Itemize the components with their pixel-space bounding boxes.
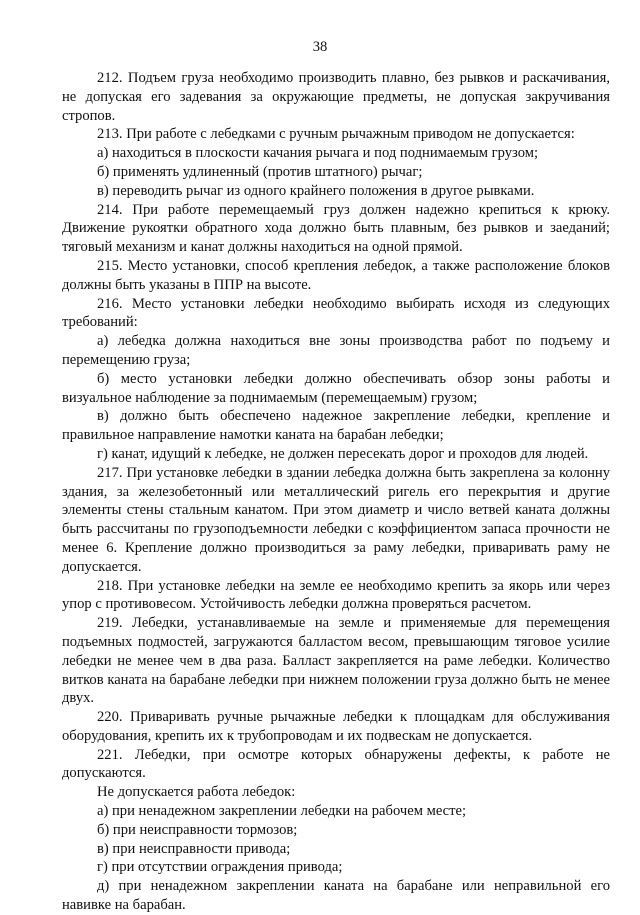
list-item-221-b: б) при неисправности тормозов;	[97, 821, 298, 838]
paragraph-219: 219. Лебедки, устанавливаемые на земле и применяемые для перемещения подъемных подмостей, загружаются балластом весом, превышающим тяговое усилие лебедки не менее чем в два раза. Балласт закрепляется на раме лебедки. Количество витков каната на барабане лебедки при нижнем положении груза должно быть не менее двух.	[62, 615, 610, 707]
list-item-221-c: в) при неисправности привода;	[97, 840, 291, 857]
list-item-221-a: а) при ненадежном закреплении лебедки на рабочем месте;	[97, 803, 467, 820]
paragraph-218: 218. При установке лебедки на земле ее необходимо крепить за якорь или через упор с противовесом. Устойчивость лебедки должна проверяться расчетом.	[62, 577, 610, 613]
list-item-216-b: б) место установки лебедки должно обеспечивать обзор зоны работы и визуальное наблюдение за поднимаемым (перемещаемым) грузом;	[62, 370, 610, 406]
list-item-216-a: а) лебедка должна находиться вне зоны производства работ по подъему и перемещению груза;	[62, 333, 610, 368]
paragraph-216: 216. Место установки лебедки необходимо выбирать исходя из следующих требований:	[62, 295, 610, 331]
paragraph-220: 220. Приваривать ручные рычажные лебедки к площадкам для обслуживания оборудования, крепить их к трубопроводам и их подвескам не допускается.	[62, 709, 610, 744]
paragraph-221-intro: Не допускается работа лебедок:	[97, 784, 296, 801]
document-body	[62, 69, 610, 915]
list-item-221-d: г) при отсутствии ограждения привода;	[97, 859, 343, 876]
paragraph-221: 221. Лебедки, при осмотре которых обнаружены дефекты, к работе не допускаются.	[62, 746, 610, 782]
paragraph-212: 212. Подъем груза необходимо производить плавно, без рывков и раскачивания, не допуская его задевания за окружающие предметы, не допуская закручивания стропов.	[62, 70, 610, 124]
list-item-213-a: а) находиться в плоскости качания рычага и под поднимаемым грузом;	[97, 145, 539, 162]
list-item-213-b: б) применять удлиненный (против штатного) рычаг;	[97, 163, 423, 180]
paragraph-214: 214. При работе перемещаемый груз должен надежно крепиться к крюку. Движение рукоятки обратного хода должно быть плавным, без рывков и заеданий; тяговый механизм и канат должны находиться на одной прямой.	[62, 201, 610, 256]
list-item-216-d: г) канат, идущий к лебедке, не должен пересекать дорог и проходов для людей.	[97, 445, 589, 462]
paragraph-215: 215. Место установки, способ крепления лебедок, а также расположение блоков должны быть указаны в ППР на высоте.	[62, 257, 610, 293]
paragraph-213: 213. При работе с лебедками с ручным рычажным приводом не допускается:	[97, 126, 575, 143]
list-item-213-c: в) переводить рычаг из одного крайнего положения в другое рывками.	[97, 182, 535, 199]
list-item-221-e: д) при ненадежном закреплении каната на барабане или неправильной его навивке на барабан.	[62, 878, 610, 914]
paragraph-217: 217. При установке лебедки в здании лебедка должна быть закреплена за колонну здания, за железобетонный или металлический ригель его перекрытия и другие элементы стены стальным канатом. При этом диаметр и число ветвей каната должны быть рассчитаны по грузоподъемности лебедки с коэффициентом запаса прочности не менее 6. Крепление должно производиться за раму лебедки, приваривать раму не допускается.	[62, 464, 610, 575]
list-item-216-c: в) должно быть обеспечено надежное закрепление лебедки, крепление и правильное направление намотки каната на барабан лебедки;	[62, 408, 610, 444]
page-number: 38	[312, 39, 328, 55]
